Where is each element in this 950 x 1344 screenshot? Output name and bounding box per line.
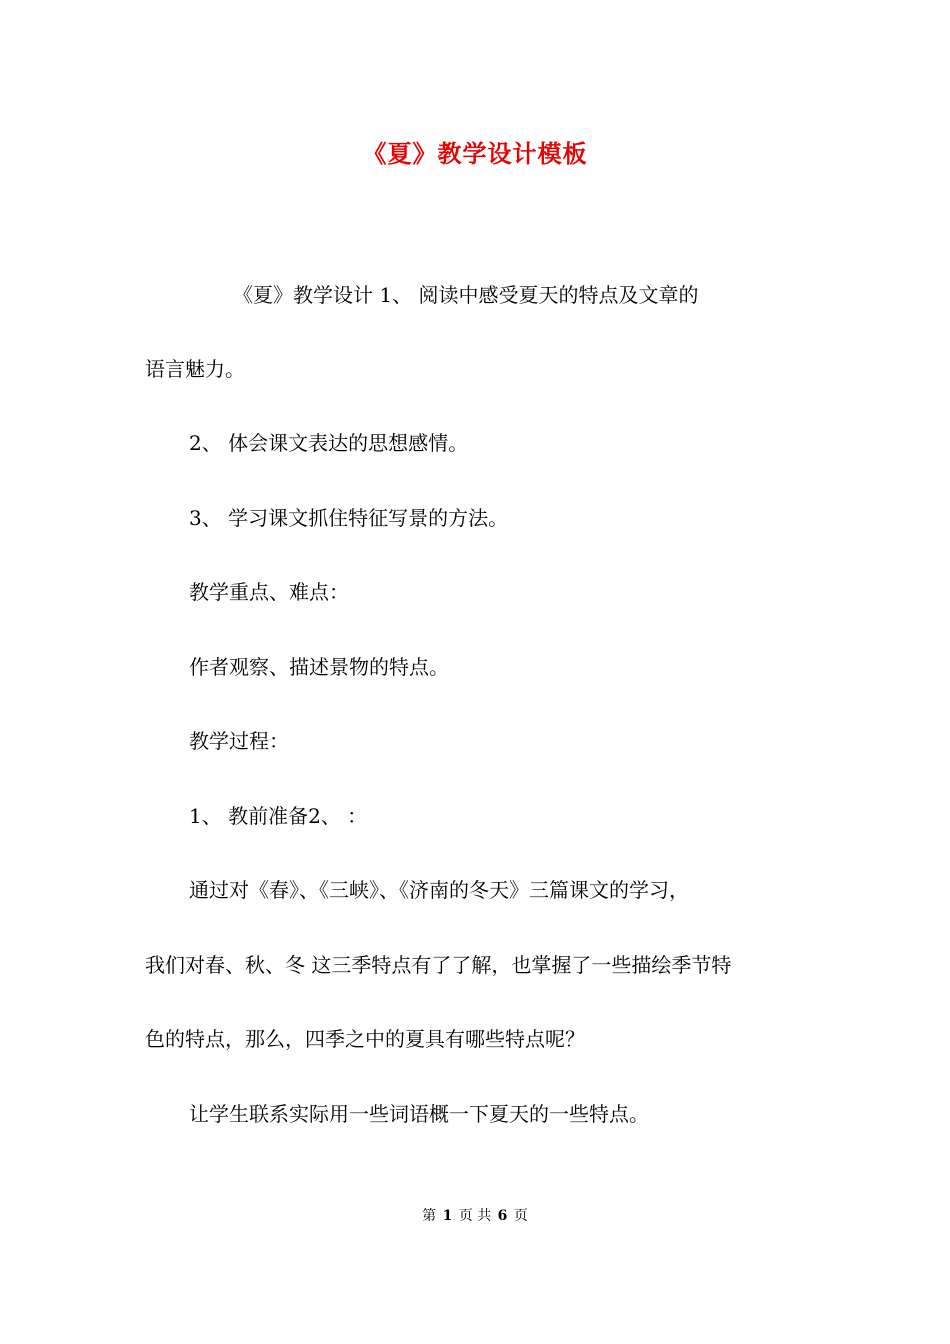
footer-page-number: 1: [442, 1208, 453, 1224]
body-line: 《夏》教学设计 1、 阅读中感受夏天的特点及文章的: [233, 283, 699, 307]
body-line: 作者观察、描述景物的特点。: [189, 655, 449, 679]
footer-suffix: 页: [513, 1208, 528, 1224]
document-title: 《夏》教学设计模板: [362, 139, 588, 168]
page-footer: [0, 1206, 950, 1226]
body-line: 教学过程：: [189, 729, 289, 753]
body-line: 3、 学习课文抓住特征写景的方法。: [189, 506, 509, 530]
body-line: 通过对《春》、《三峡》、《济南的冬天》三篇课文的学习，: [189, 878, 689, 902]
body-line: 让学生联系实际用一些词语概一下夏天的一些特点。: [189, 1102, 649, 1126]
body-line: 我们对春、秋、冬 这三季特点有了了解，也掌握了一些描绘季节特: [145, 953, 732, 977]
body-line: 教学重点、难点：: [189, 580, 349, 604]
footer-prefix: 第: [422, 1208, 437, 1224]
footer-total-pages: 6: [497, 1208, 508, 1224]
body-line: 语言魅力。: [145, 357, 245, 381]
body-line: 色的特点，那么，四季之中的夏具有哪些特点呢？: [145, 1027, 585, 1051]
footer-middle: 页 共: [458, 1208, 492, 1224]
body-line: 1、 教前准备2、 ：: [189, 804, 368, 828]
body-line: 2、 体会课文表达的思想感情。: [189, 431, 469, 455]
